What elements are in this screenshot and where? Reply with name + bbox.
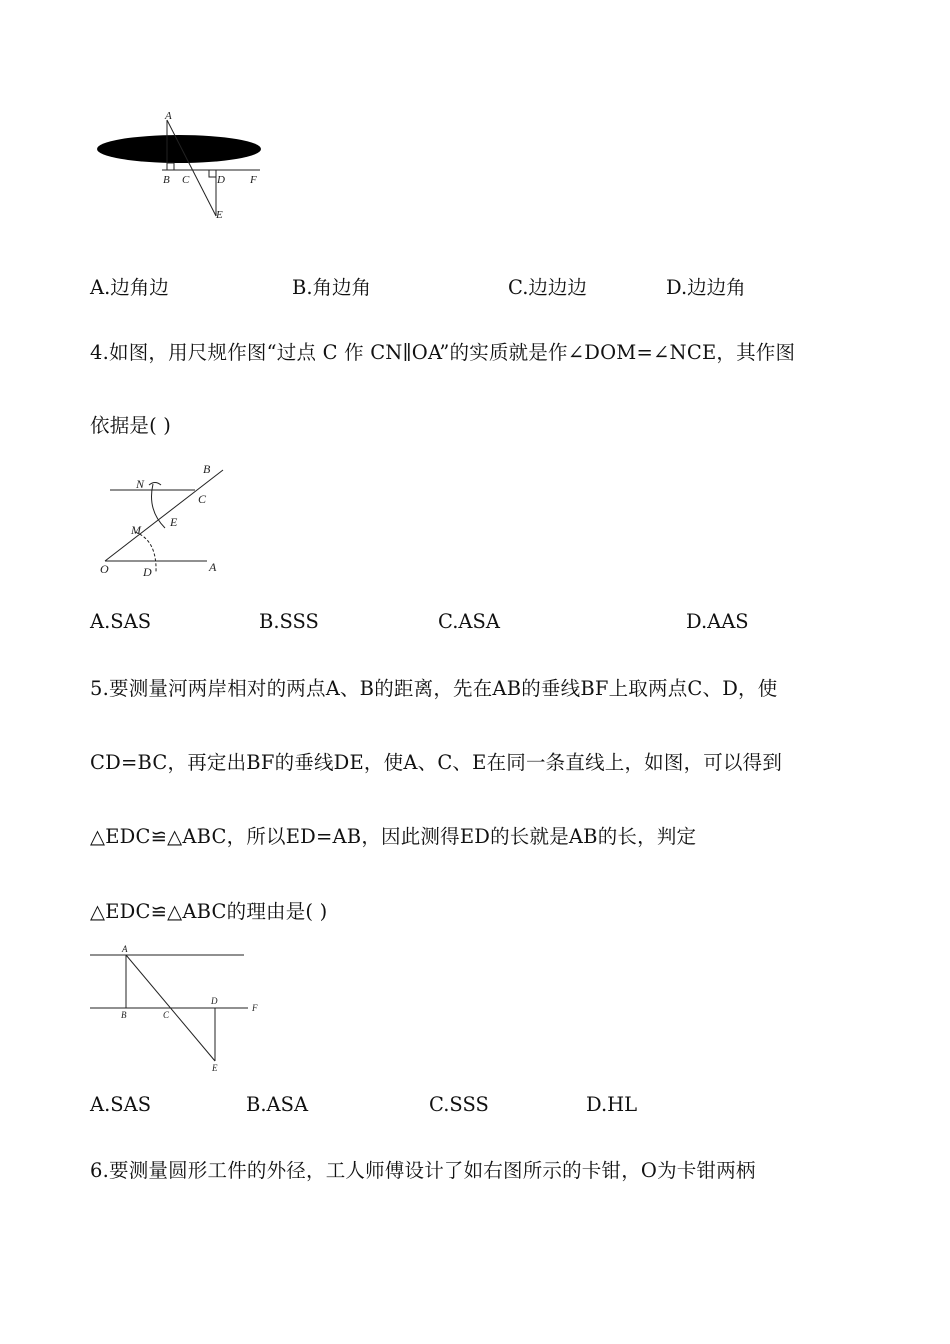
label-d: D <box>211 996 218 1006</box>
q3-option-c: C.边边边 <box>508 276 587 299</box>
q3-option-b: B.角边角 <box>292 276 372 299</box>
right-angle-b <box>167 163 174 170</box>
label-c: C <box>182 174 190 186</box>
figure-river-triangles <box>88 940 268 1075</box>
label-e: E <box>170 515 178 529</box>
right-angle-d <box>209 170 216 177</box>
q5-text-line2: CD=BC，再定出BF的垂线DE，使A、C、E在同一条直线上，如图，可以得到 <box>90 751 783 774</box>
q5-option-c: C.SSS <box>429 1093 489 1116</box>
label-f: F <box>250 174 257 186</box>
label-o: O <box>100 562 109 576</box>
q4-option-c: C.ASA <box>438 610 500 633</box>
label-b: B <box>121 1010 127 1020</box>
label-a: A <box>209 560 217 574</box>
line-ob <box>105 470 223 561</box>
label-a: A <box>122 944 128 954</box>
label-n: N <box>136 477 145 491</box>
q5-text-line3: △EDC≌△ABC，所以ED=AB，因此测得ED的长就是AB的长，判定 <box>90 825 697 848</box>
label-f: F <box>252 1003 258 1013</box>
label-c: C <box>163 1010 170 1020</box>
q5-option-b: B.ASA <box>246 1093 309 1116</box>
label-b: B <box>203 462 211 476</box>
arc-n-mark <box>149 483 161 486</box>
label-c: C <box>198 492 207 506</box>
label-d: D <box>217 174 225 186</box>
label-e: E <box>216 209 223 221</box>
q4-text-line1: 4.如图，用尺规作图“过点 C 作 CN∥OA”的实质就是作∠DOM=∠NCE，其作图 <box>90 341 796 364</box>
figure-river-ellipse <box>90 108 280 233</box>
label-d: D <box>143 565 152 579</box>
river-ellipse <box>97 135 261 163</box>
q4-option-a: A.SAS <box>90 610 152 633</box>
q4-text-line2: 依据是( ) <box>90 414 172 437</box>
q6-text-line1: 6.要测量圆形工件的外径，工人师傅设计了如右图所示的卡钳，O为卡钳两柄 <box>90 1159 756 1182</box>
label-b: B <box>163 174 170 186</box>
q3-option-a: A.边角边 <box>90 276 169 299</box>
q4-option-b: B.SSS <box>259 610 319 633</box>
q5-text-line1: 5.要测量河两岸相对的两点A、B的距离，先在AB的垂线BF上取两点C、D，使 <box>90 677 778 700</box>
figure-ruler-compass <box>95 460 235 580</box>
q4-option-d: D.AAS <box>686 610 749 633</box>
q5-text-line4: △EDC≌△ABC的理由是( ) <box>90 900 328 923</box>
label-e: E <box>212 1063 218 1073</box>
q3-option-d: D.边边角 <box>666 276 746 299</box>
q5-option-d: D.HL <box>586 1093 638 1116</box>
label-m: M <box>131 523 141 537</box>
q5-option-a: A.SAS <box>90 1093 152 1116</box>
arc-cn <box>152 484 166 528</box>
label-a: A <box>165 110 172 122</box>
